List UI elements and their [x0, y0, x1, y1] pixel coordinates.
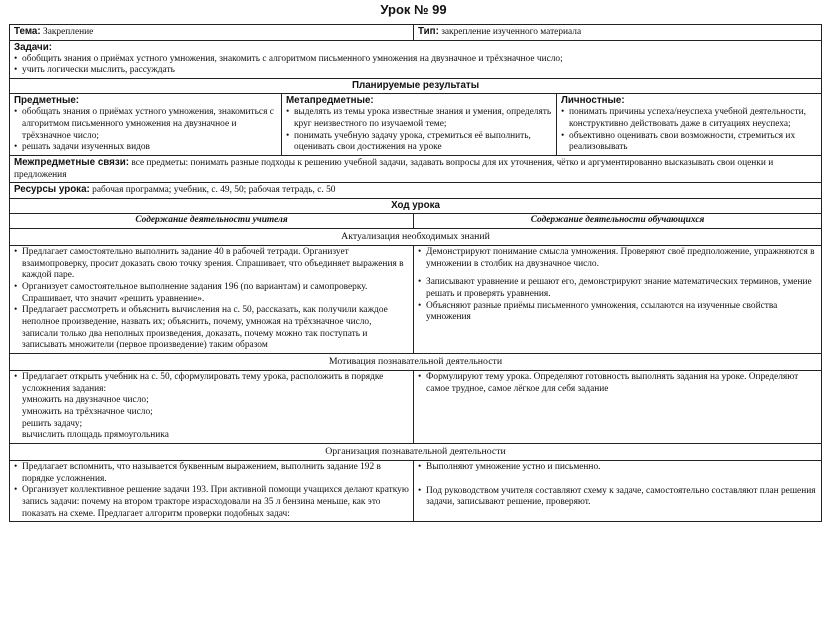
- interdisciplinary-text: все предметы: понимать разные подходы к решению учебной задачи, задавать вопросы для их уточнения, чётко и аргументированно высказывать свои оценки и предложения: [14, 158, 774, 180]
- lesson-plan-table: [9, 24, 822, 522]
- interdisciplinary-row: [10, 156, 822, 183]
- teacher-task-line: умножить на двузначное число;: [22, 395, 149, 406]
- teacher-activity-list: [14, 247, 409, 352]
- stage-title: Актуализация необходимых знаний: [10, 228, 822, 245]
- topic-row: [10, 25, 822, 41]
- student-activity-cell: [414, 461, 822, 522]
- subject-list: [14, 107, 277, 154]
- type-value: закрепление изученного материала: [441, 27, 582, 37]
- tasks-row: [10, 40, 822, 78]
- stage-title-row: [10, 353, 822, 370]
- topic-label: Тема:: [14, 26, 41, 37]
- stage-title: Организация познавательной деятельности: [10, 443, 822, 460]
- student-activity-cell: [414, 370, 822, 443]
- resources-text: рабочая программа; учебник, с. 49, 50; рабочая тетрадь, с. 50: [92, 185, 336, 196]
- task-item: • учить логически мыслить, рассуждать: [14, 65, 817, 77]
- personal-item: • понимать причины успеха/неуспеха учебной деятельности, конструктивно действовать даже в ситуациях неуспеха;: [561, 107, 817, 130]
- stage-title: Мотивация познавательной деятельности: [10, 353, 822, 370]
- course-header-row: [10, 198, 822, 213]
- student-activity-item: • Выполняют умножение устно и письменно.: [418, 462, 817, 474]
- teacher-activity-cell: [10, 461, 414, 522]
- subject-results-cell: [10, 94, 282, 156]
- personal-item: • объективно оценивать свои возможности, стремиться их реализовывать: [561, 131, 817, 154]
- subject-label: Предметные:: [14, 95, 80, 107]
- stage-content-row: [10, 461, 822, 522]
- resources-cell: [10, 183, 822, 199]
- resources-row: [10, 183, 822, 199]
- teacher-activity-list: [14, 462, 409, 520]
- students-column-header: Содержание деятельности обучающихся: [414, 214, 822, 229]
- teacher-activity-item: • Организует коллективное решение задачи 193. При активной помощи учащихся делают краткую запись задачи: почему на втором тракторе израсходовали на 35 л бензина меньше, как это показать на схеме. Предлагает алгоритм проверки подобных задач:: [14, 485, 409, 520]
- meta-label: Метапредметные:: [286, 95, 374, 107]
- results-row: [10, 94, 822, 156]
- interdisciplinary-label: Межпредметные связи:: [14, 157, 130, 169]
- stage-title-row: [10, 228, 822, 245]
- tasks-label: Задачи:: [14, 41, 52, 53]
- planned-results-header-row: [10, 79, 822, 94]
- meta-item: • понимать учебную задачу урока, стремиться её выполнить, оценивать свои достижения на уроке: [286, 131, 552, 154]
- task-item: • обобщить знания о приёмах устного умножения, знакомить с алгоритмом письменного умножения на двузначное и трёхзначное число;: [14, 54, 817, 66]
- student-activity-list: [418, 247, 817, 324]
- meta-results-cell: [282, 94, 557, 156]
- teacher-activity-intro: Предлагает открыть учебник на с. 50, сформулировать тему урока, расположить в порядке усложнения задания:: [22, 371, 384, 394]
- interdisciplinary-cell: [10, 156, 822, 183]
- teacher-activity-item: [14, 372, 409, 442]
- teacher-activity-cell: [10, 245, 414, 353]
- course-title: Ход урока: [10, 198, 822, 213]
- subject-item: • обобщать знания о приёмах устного умножения, знакомиться с алгоритмом письменного умножения на двузначное и трёхзначное число;: [14, 107, 277, 142]
- tasks-cell: [10, 40, 822, 78]
- stage-title-row: [10, 443, 822, 460]
- student-activity-cell: [414, 245, 822, 353]
- personal-label: Личностные:: [561, 95, 625, 107]
- meta-list: [286, 107, 552, 154]
- student-activity-item: • Записывают уравнение и решают его, демонстрируют знание математических терминов, умение решать и проверять уравнения.: [418, 277, 817, 300]
- teacher-activity-item: • Организует самостоятельное выполнение задания 196 (по вариантам) и самопроверку. Спрашивает, что значит «решить уравнение».: [14, 282, 409, 305]
- teacher-activity-item: • Предлагает вспомнить, что называется буквенным выражением, выполнить задание 192 в порядке усложнения.: [14, 462, 409, 485]
- stage-content-row: [10, 370, 822, 443]
- tasks-list: [14, 54, 817, 77]
- teacher-activity-item: • Предлагает самостоятельно выполнить задание 40 в рабочей тетради. Организует взаимопроверку, просит доказать свою точку зрения. Спрашивает, что объединяет выражения в каждой паре.: [14, 247, 409, 282]
- student-activity-item: • Под руководством учителя составляют схему к задаче, самостоятельно составляют план решения задачи, записывают решение, проверяют.: [418, 486, 817, 509]
- teacher-column-header: Содержание деятельности учителя: [10, 214, 414, 229]
- stage-content-row: [10, 245, 822, 353]
- type-label: Тип:: [418, 26, 439, 37]
- student-activity-item: • Формулируют тему урока. Определяют готовность выполнять задания на уроке. Определяют самое трудное, самое лёгкое для себя задание: [418, 372, 817, 395]
- student-activity-item: • Объясняют разные приёмы письменного умножения, ссылаются на изученные свойства умножения: [418, 301, 817, 324]
- planned-results-title: Планируемые результаты: [10, 79, 822, 94]
- type-cell: [414, 25, 822, 41]
- personal-list: [561, 107, 817, 154]
- columns-header-row: [10, 214, 822, 229]
- lesson-title: Урок № 99: [380, 2, 447, 17]
- teacher-activity-list: [14, 372, 409, 442]
- topic-value: Закрепление: [43, 27, 94, 37]
- student-activity-list: [418, 372, 817, 395]
- subject-item: • решать задачи изученных видов: [14, 142, 277, 154]
- student-activity-item: • Демонстрируют понимание смысла умножения. Проверяют своё предположение, упражняются в умножении в столбик на двузначное число.: [418, 247, 817, 270]
- personal-results-cell: [557, 94, 822, 156]
- teacher-task-line: вычислить площадь прямоугольника: [22, 430, 169, 441]
- topic-cell: [10, 25, 414, 41]
- resources-label: Ресурсы урока:: [14, 184, 90, 196]
- teacher-activity-cell: [10, 370, 414, 443]
- student-activity-list: [418, 462, 817, 509]
- teacher-task-line: умножить на трёхзначное число;: [22, 406, 153, 417]
- teacher-activity-item: • Предлагает рассмотреть и объяснить вычисления на с. 50, рассказать, как получили каждое неполное произведение, назвать их; объяснить, почему, умножая на трёхзначное число, записали только два неполных произведения, доказать, почему можно так поступать и записывать множители (первое произведение) таким образом: [14, 305, 409, 352]
- teacher-task-line: решить задачу;: [22, 418, 83, 429]
- meta-item: • выделять из темы урока известные знания и умения, определять круг неизвестного по изучаемой теме;: [286, 107, 552, 130]
